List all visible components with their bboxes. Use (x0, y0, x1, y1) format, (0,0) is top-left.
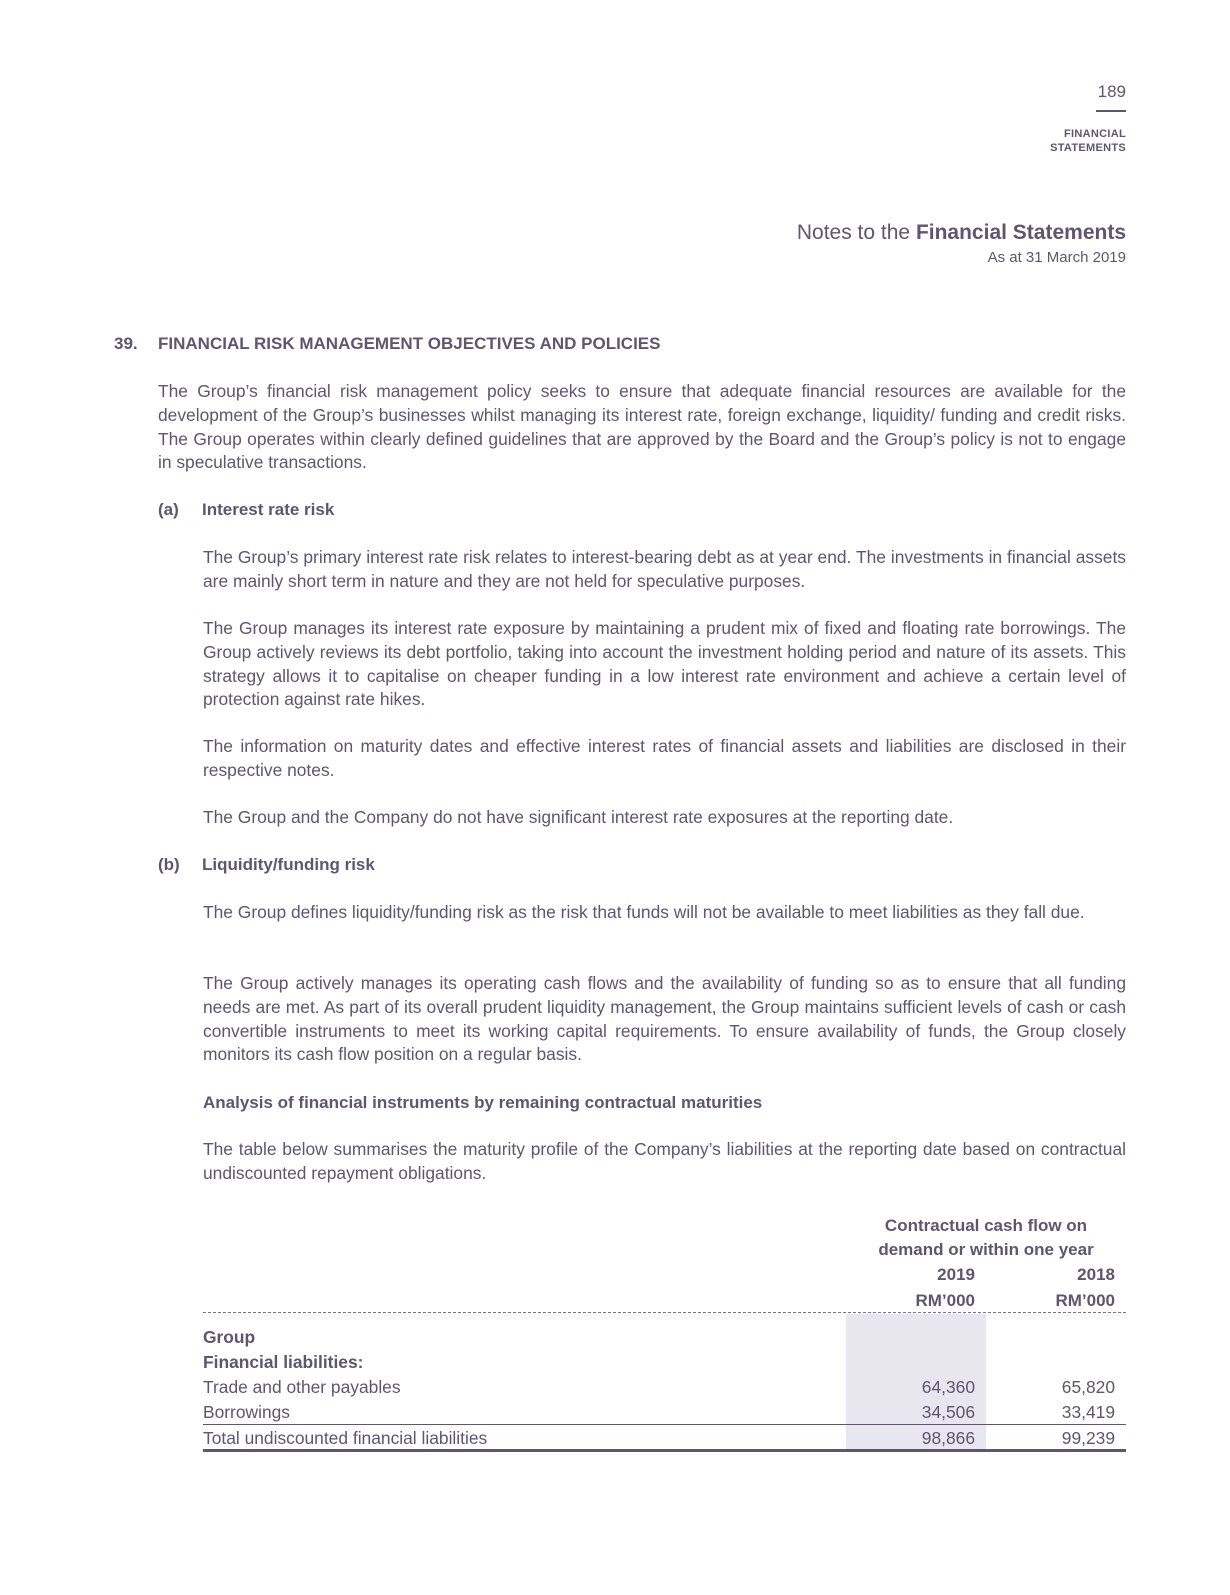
table-row-label: Trade and other payables (203, 1377, 401, 1397)
note-number: 39. (114, 334, 138, 353)
section-a-title: Interest rate risk (202, 500, 335, 519)
page-title (797, 221, 1126, 245)
section-b-paragraph-2: The Group actively manages its operating cash flows and the availability of funding so as to ensure that all funding needs are met. As part of its overall prudent liquidity management, the Group maintains sufficient levels of cash or cash convertible instruments to meet its working capital requirements. To ensure availability of funds, the Group closely monitors its cash flow position on a regular basis. (203, 973, 1126, 1065)
table-total-rule (203, 1449, 1126, 1452)
section-a-paragraph-3: The information on maturity dates and effective interest rates of financial assets and liabilities are disclosed in their respective notes. (203, 736, 1126, 780)
table-header-line2: demand or within one year (878, 1240, 1094, 1259)
table-cell-2018: 33,419 (1061, 1402, 1115, 1422)
page-title-bold: Financial Statements (915, 221, 1126, 244)
table-total-label: Total undiscounted financial liabilities (203, 1428, 488, 1448)
note-title: FINANCIAL RISK MANAGEMENT OBJECTIVES AND POLICIES (158, 334, 661, 353)
section-a-paragraph-1: The Group’s primary interest rate risk relates to interest-bearing debt as at year end. The investments in financial assets are mainly short term in nature and they are not held for speculative purposes. (203, 547, 1126, 591)
section-b-heading (158, 855, 375, 875)
table-column-group-header (846, 1214, 1126, 1262)
section-b-title: Liquidity/funding risk (202, 855, 375, 874)
page-number: 189 (1097, 82, 1126, 101)
page-number-rule (1096, 110, 1126, 112)
section-a-letter: (a) (158, 500, 179, 519)
page-title-prefix: Notes to the (796, 221, 916, 244)
table-header-unit-2019: RM’000 (915, 1291, 975, 1310)
section-label (1050, 127, 1126, 155)
note-intro-paragraph: The Group’s financial risk management policy seeks to ensure that adequate financial resources are available for the development of the Group’s businesses whilst managing its interest rate, foreign exchange, liquidity/ funding and credit risks. The Group operates within clearly defined guidelines that are approved by the Board and the Group’s policy is not to engage in speculative transactions. (158, 381, 1126, 473)
analysis-heading: Analysis of financial instruments by remaining contractual maturities (203, 1093, 763, 1112)
table-row-label: Borrowings (203, 1402, 290, 1422)
table-header-divider (203, 1312, 1126, 1313)
table-cell-2019: 34,506 (921, 1402, 975, 1422)
page-subtitle: As at 31 March 2019 (987, 249, 1126, 266)
note-heading (114, 334, 660, 354)
table-financial-liabilities-label: Financial liabilities: (203, 1352, 364, 1372)
table-header-unit-2018: RM’000 (1055, 1291, 1115, 1310)
table-header-year-2018: 2018 (1077, 1265, 1115, 1284)
section-a-paragraph-2: The Group manages its interest rate exposure by maintaining a prudent mix of fixed and floating rate borrowings. The Group actively reviews its debt portfolio, taking into account the investment holding period and nature of its assets. This strategy allows it to capitalise on cheaper funding in a low interest rate environment and achieve a certain level of protection against rate hikes. (203, 618, 1126, 710)
table-cell-2018: 65,820 (1061, 1377, 1115, 1397)
section-label-line2: STATEMENTS (1050, 142, 1126, 154)
table-header-year-2019: 2019 (937, 1265, 975, 1284)
table-total-2018: 99,239 (1061, 1428, 1115, 1448)
section-b-letter: (b) (158, 855, 180, 874)
table-total-2019: 98,866 (921, 1428, 975, 1448)
section-label-line1: FINANCIAL (1064, 128, 1126, 140)
section-a-heading (158, 500, 334, 520)
table-subtotal-rule (203, 1424, 1126, 1425)
table-group-label: Group (203, 1327, 256, 1347)
table-header-line1: Contractual cash flow on (884, 1216, 1088, 1235)
section-a-paragraph-4: The Group and the Company do not have significant interest rate exposures at the reporting date. (203, 807, 954, 827)
section-b-paragraph-3: The table below summarises the maturity profile of the Company’s liabilities at the reporting date based on contractual undiscounted repayment obligations. (203, 1139, 1126, 1183)
section-b-paragraph-1: The Group defines liquidity/funding risk as the risk that funds will not be available to meet liabilities as they fall due. (203, 902, 1085, 922)
table-cell-2019: 64,360 (921, 1377, 975, 1397)
